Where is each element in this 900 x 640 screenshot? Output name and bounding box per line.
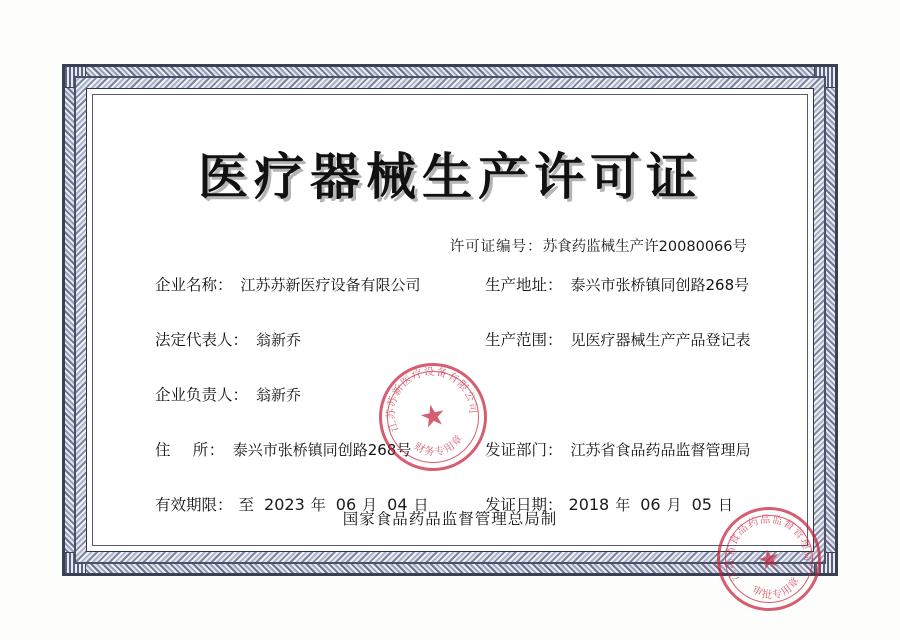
issue-day-unit: 日 xyxy=(717,496,733,514)
field-responsible-person xyxy=(155,383,485,405)
validity-month: 06 xyxy=(335,495,357,514)
field-production-address xyxy=(485,273,807,295)
field-company-name xyxy=(155,273,485,295)
field-residence xyxy=(155,438,485,460)
certificate-content xyxy=(93,95,814,602)
validity-day-unit: 日 xyxy=(413,496,429,514)
star-icon: ★ xyxy=(416,397,450,436)
validity-zhi: 至 xyxy=(238,496,255,514)
field-label: 住 所： xyxy=(155,441,225,459)
field-value: 泰兴市张桥镇同创路268号 xyxy=(232,441,412,459)
validity-day: 04 xyxy=(387,495,408,514)
page-title: 医疗器械生产许可证 xyxy=(198,148,702,206)
field-value: 泰兴市张桥镇同创路268号 xyxy=(570,276,750,294)
field-label: 企业名称： xyxy=(155,276,233,294)
certificate-number xyxy=(450,235,747,256)
ornamental-border-outer xyxy=(62,64,838,602)
issue-year: 2018 xyxy=(568,495,610,514)
field-row xyxy=(155,273,807,328)
certificate-number-value: 苏食药监械生产许20080066号 xyxy=(542,239,747,255)
star-icon: ★ xyxy=(754,541,784,577)
field-row xyxy=(155,328,807,383)
ornamental-border-middle xyxy=(74,76,826,602)
field-legal-representative xyxy=(155,328,485,350)
field-value: 翁新乔 xyxy=(256,386,302,404)
field-value: 翁新乔 xyxy=(256,331,302,349)
validity-month-unit: 月 xyxy=(362,496,378,514)
issue-month: 06 xyxy=(640,495,661,514)
field-value: 江苏苏新医疗设备有限公司 xyxy=(240,276,421,294)
field-label: 生产地址： xyxy=(485,276,563,294)
seal-bottom-label: 审批专用章 xyxy=(749,574,803,602)
field-label: 有效期限： xyxy=(155,496,233,514)
field-label: 法定代表人： xyxy=(155,331,249,349)
ornamental-border-inner xyxy=(86,88,814,602)
validity-year-unit: 年 xyxy=(310,496,326,514)
field-label: 企业负责人： xyxy=(155,386,249,404)
field-grid xyxy=(155,273,807,493)
issuing-authority-footer: 国家食品药品监督管理总局制 xyxy=(342,510,558,528)
field-row xyxy=(155,438,807,493)
field-label: 发证日期： xyxy=(485,496,563,514)
issue-year-unit: 年 xyxy=(615,496,631,514)
field-label: 生产范围： xyxy=(485,331,563,349)
field-row xyxy=(155,383,807,438)
validity-year: 2023 xyxy=(264,495,305,514)
field-issuing-department xyxy=(485,438,807,460)
ornamental-border-inner-thin xyxy=(92,94,814,602)
seal-arc-label: 江苏苏新医疗设备有限公司 xyxy=(385,365,480,434)
issue-month-unit: 月 xyxy=(666,496,682,514)
seal-bottom-label: 财务专用章 xyxy=(412,432,466,459)
seal-arc-label: 江苏省食品药品监督管理局 xyxy=(723,513,814,583)
field-label: 发证部门： xyxy=(485,441,563,459)
svg-text:审批专用章 xyxy=(747,572,805,607)
field-value: 见医疗器械生产产品登记表 xyxy=(570,331,751,349)
field-production-scope xyxy=(485,328,807,350)
certificate-number-label: 许可证编号： xyxy=(449,239,543,255)
issue-day: 05 xyxy=(691,495,712,514)
field-value: 江苏省食品药品监督管理局 xyxy=(570,441,751,459)
